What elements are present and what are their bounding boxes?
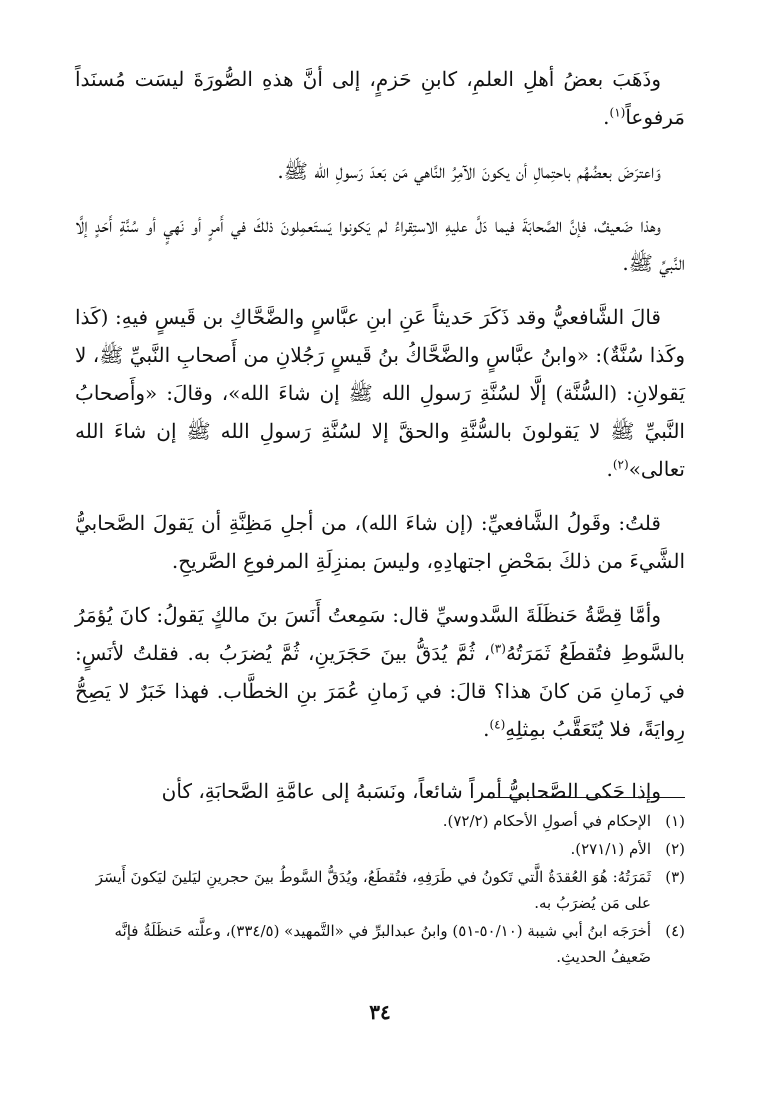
footnote-text: الأم (٢٧١/١). bbox=[570, 840, 651, 858]
page-number: ٣٤ bbox=[369, 1000, 391, 1024]
paragraph-5: قلتُ: وقَولُ الشَّافعيِّ: (إن شاءَ الله)، من أجلِ مَظِنَّةِ أن يَقولَ الصَّحابيُّ الشَّيءَ من ذلكَ بمَحْضِ اجتهادِهِ، وليسَ بمنزِلَةِ المرفوعِ الصَّريحِ. bbox=[75, 511, 685, 573]
footnote-ref-2: (٢) bbox=[612, 457, 629, 472]
paragraph-1-text: وذَهَبَ بعضُ أهلِ العلمِ، كابنِ حَزمٍ، إلى أنَّ هذهِ الصُّورَةَ ليسَت مُسنَداً مَرفوعاً bbox=[75, 67, 685, 129]
paragraph-1-tail: . bbox=[603, 105, 610, 129]
footnote-divider bbox=[485, 797, 685, 798]
paragraph-6 bbox=[75, 596, 685, 748]
paragraph-6-text: وأمَّا قِصَّةُ حَنظَلَةَ السَّدوسيِّ قال: سَمِعتُ أَنَسَ بنَ مالكٍ يَقولُ: كانَ يُؤمَرُ بالسَّوطِ فتُقطَعُ ثَمَرَتُهُ bbox=[75, 603, 685, 665]
paragraph-3: وهذا ضَعيفٌ، فإنَّ الصَّحابَةَ فيما دَلَّ عليهِ الاستِقراءُ لم يَكونوا يَستَعمِلونَ ذلكَ في أَمرٍ أو نَهيٍ أو سُنَّةِ أَحَدٍ إلَّا النَّبيِّ ﷺ. bbox=[75, 213, 685, 275]
paragraph-7: وإذا حَكى الصَّحابيُّ أمراً شائعاً، ونَسَبهُ إلى عامَّةِ الصَّحابَةِ، كأن bbox=[161, 779, 661, 803]
paragraph-4-text: قالَ الشَّافعيُّ وقد ذَكَرَ حَديثاً عَنِ ابنِ عبَّاسٍ والضَّحَّاكِ بن قَيسٍ فيهِ: (كَذا وكَذا سُنَّةٌ): «وابنُ عبَّاسٍ والضَّحَّاكُ بنُ قَيسٍ رَجُلانِ من أَصحابِ النَّبيِّ ﷺ، لا يَقولانِ: (السُّنَّة) إلَّا لسُنَّةِ رَسولِ الله ﷺ إن شاءَ الله»، وقالَ: «وأَصحابُ النَّبيِّ ﷺ لا يَقولونَ بالسُّنَّةِ والحقَّ إلا لسُنَّةِ رَسولِ الله ﷺ إن شاءَ الله تعالى» bbox=[75, 305, 685, 481]
footnote-2 bbox=[75, 836, 685, 862]
paragraph-4 bbox=[75, 298, 685, 488]
main-text bbox=[75, 60, 685, 826]
footnote-number: (٢) bbox=[665, 840, 685, 858]
paragraph-2: وَاعترَضَ بعضُهُم باحتِمالِ أن يكونَ الآمِرُ النَّاهي مَن بَعدَ رَسولِ الله ﷺ. bbox=[277, 159, 661, 183]
footnote-1 bbox=[75, 808, 685, 834]
footnote-3 bbox=[75, 864, 685, 916]
footnote-text: أخرَجَه ابنُ أبي شيبة (٥٠/١٠-٥١) وابنُ عبدالبرِّ في «التَّمهيد» (٣٣٤/٥)، وعلَّته حَنظَلَةُ فإنَّه ضَعيفُ الحديثِ. bbox=[114, 922, 651, 966]
paragraph-4-tail: . bbox=[606, 457, 613, 481]
footnote-ref-1: (١) bbox=[609, 105, 626, 120]
footnote-ref-4: (٤) bbox=[489, 717, 506, 732]
footnote-number: (١) bbox=[665, 812, 685, 830]
footnote-number: (٣) bbox=[665, 868, 685, 886]
footnotes bbox=[75, 808, 685, 972]
footnote-text: ثَمَرَتُهُ: هُوَ العُقدَةُ الَّتي تَكونُ في طَرَفِهِ، فتُقطَعُ، ويُدَقُّ السَّوطُ بينَ حجرينِ ليَلينَ ليَكونَ أَيسَرَ على مَن يُضرَبُ به. bbox=[95, 868, 651, 912]
footnote-ref-3: (٣) bbox=[490, 641, 506, 656]
footnote-4 bbox=[75, 918, 685, 970]
paragraph-6-middle: ، ثُمَّ يُدَقُّ بينَ حَجَرَينِ، ثُمَّ يُضرَبُ به. فقلتُ لأنَسٍ: في زَمانِ مَن كانَ هذا؟ قالَ: في زَمانِ عُمَرَ بنِ الخطَّاب. فهذا خَبَرٌ لا يَصِحُّ رِوايَةً، فلا يُتَعَقَّبُ بمِثلِهِ bbox=[75, 641, 685, 741]
footnote-text: الإحكام في أصولِ الأحكام (٧٢/٢). bbox=[442, 812, 651, 830]
paragraph-6-tail: . bbox=[483, 717, 490, 741]
footnote-number: (٤) bbox=[665, 922, 685, 940]
paragraph-1 bbox=[75, 60, 685, 136]
